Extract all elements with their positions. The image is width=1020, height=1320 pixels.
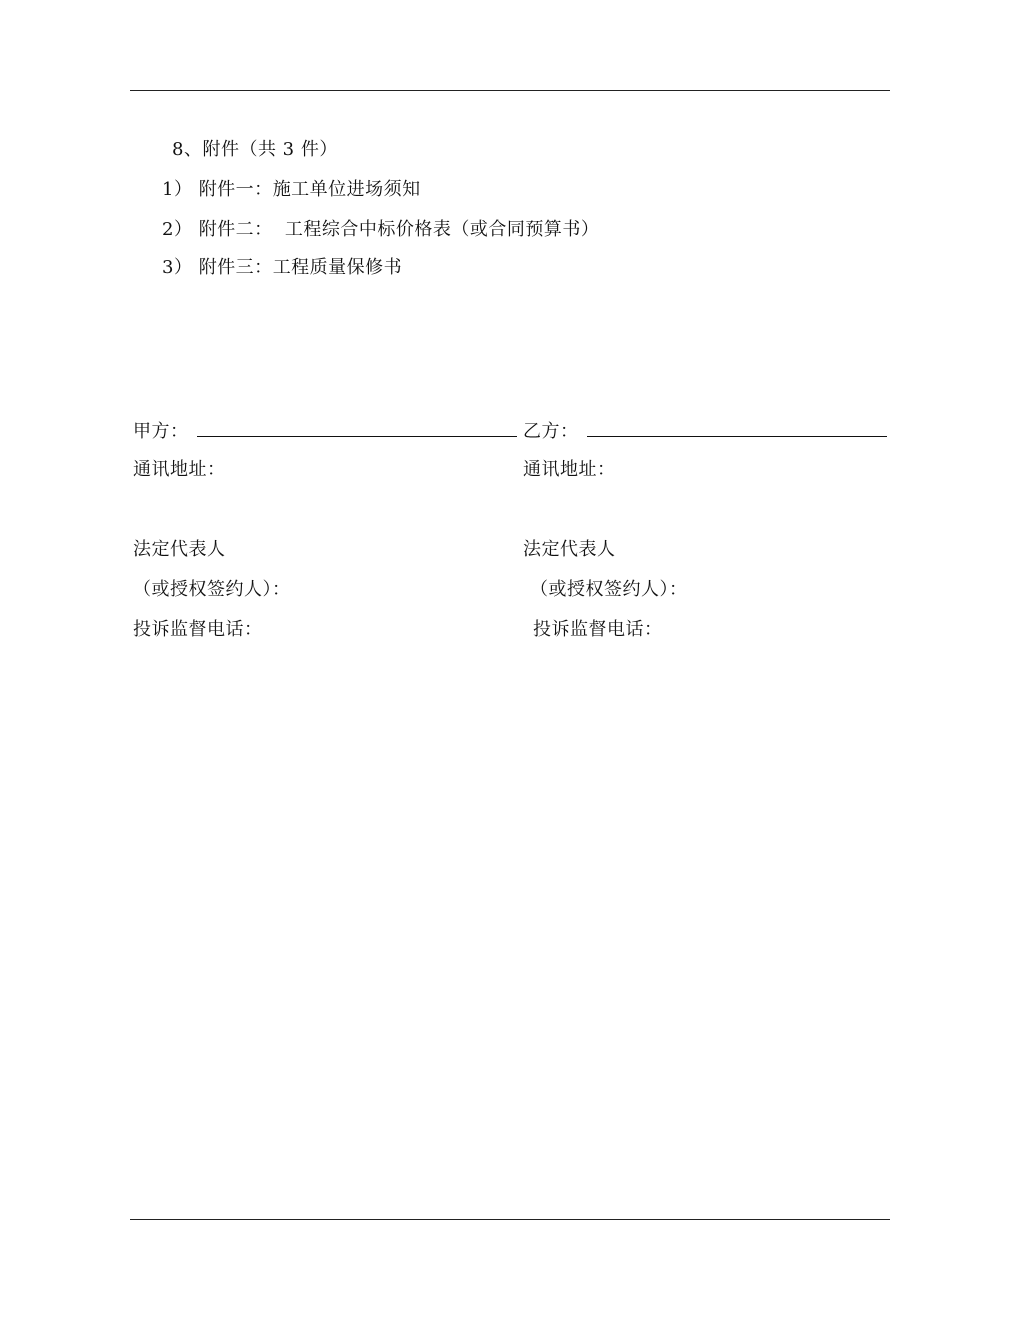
party-a-line: [133, 418, 517, 444]
party-b-rep-label-2: （或授权签约人）：: [530, 579, 688, 600]
party-a-address-label: 通讯地址：: [133, 459, 226, 480]
party-a-complaint-label: 投诉监督电话：: [133, 619, 263, 640]
attachment-text: 工程质量保修书: [272, 257, 403, 278]
party-b-label: 乙方：: [523, 421, 579, 442]
attachment-number: 1）: [162, 179, 193, 200]
attachments-heading: 8、附件（共 3 件）: [172, 139, 338, 160]
party-a-label: 甲方：: [133, 421, 189, 442]
party-a-rep-label: 法定代表人: [133, 539, 226, 560]
attachment-item: [162, 218, 599, 242]
header-rule: [130, 90, 890, 91]
attachment-label: 附件一：: [198, 179, 273, 200]
attachment-label: 附件三：: [198, 257, 273, 278]
party-b-address-label: 通讯地址：: [523, 459, 616, 480]
attachment-number: 3）: [162, 257, 193, 278]
attachment-label: 附件二：: [198, 219, 273, 240]
party-a-rep-label-2: （或授权签约人）：: [133, 579, 291, 600]
party-b-line: [523, 418, 887, 444]
attachment-item: [162, 178, 421, 202]
attachment-number: 2）: [162, 219, 193, 240]
attachment-text: 施工单位进场须知: [272, 179, 421, 200]
party-b-complaint-label: 投诉监督电话：: [533, 619, 663, 640]
attachment-item: [162, 256, 402, 280]
attachment-text: 工程综合中标价格表（或合同预算书）: [284, 219, 600, 240]
party-b-name-field[interactable]: [587, 418, 887, 437]
party-a-name-field[interactable]: [197, 418, 517, 437]
footer-rule: [130, 1219, 890, 1220]
party-b-rep-label: 法定代表人: [523, 539, 616, 560]
